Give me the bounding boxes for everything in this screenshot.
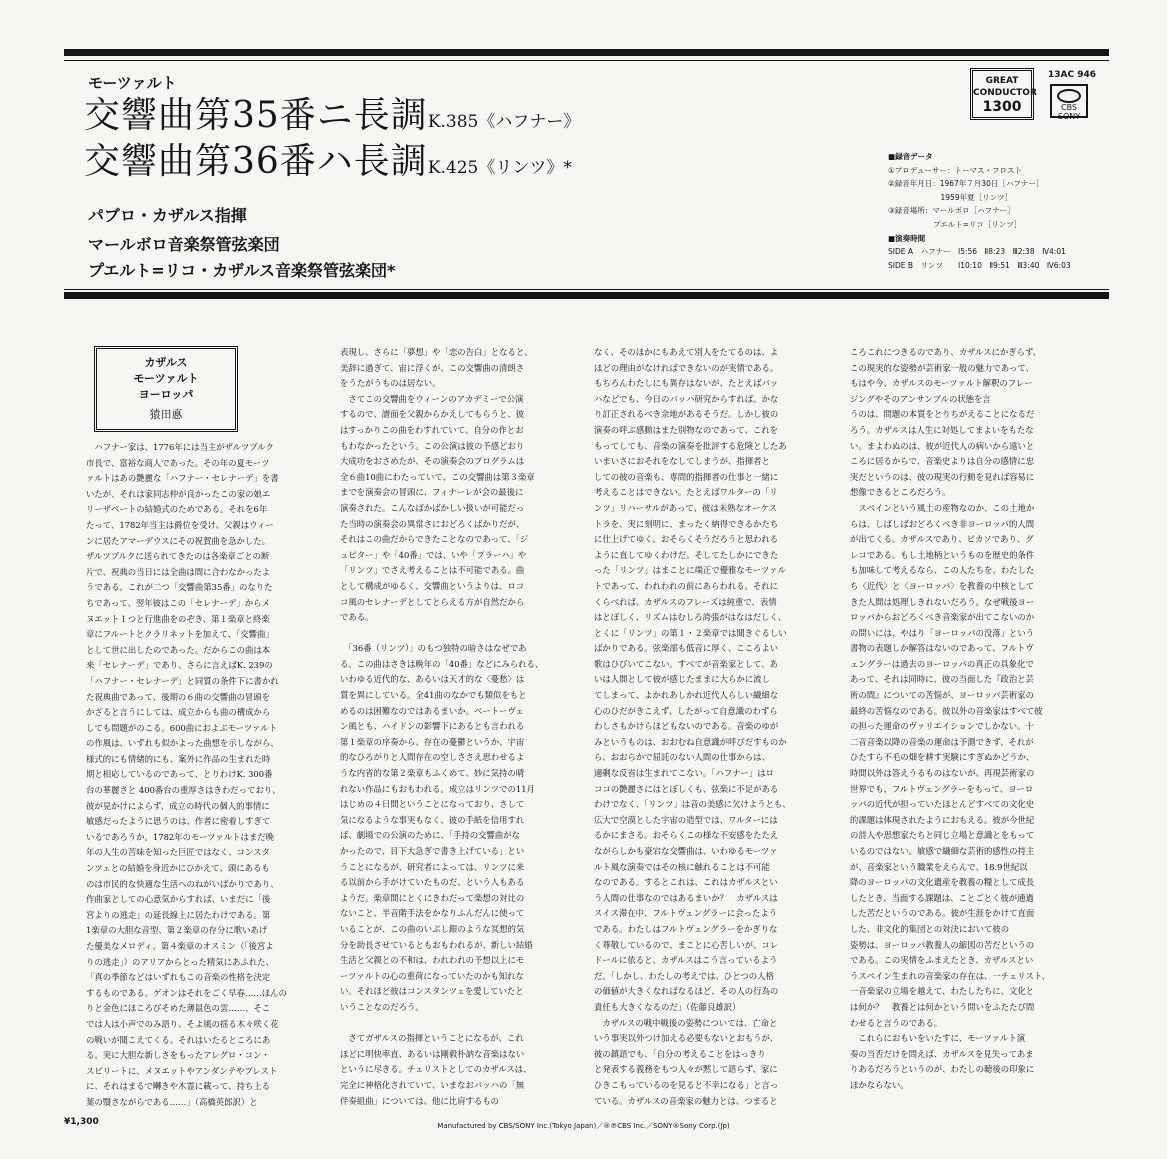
essay-line: スペインという風土の産物なのか、この土地か — [850, 502, 1035, 513]
essay-line: 書物の表題しか解答はないのであって、フルトヴ — [850, 643, 1034, 654]
essay-line: 敏感だったように思うのは、作者に密着しすぎて — [86, 816, 271, 827]
essay-line: 質を異にしている。全41曲のなかでも類似をもと — [340, 690, 527, 701]
essay-line: トラを、実に刻明に、まったく納得できるかたち — [594, 518, 779, 529]
essay-line: 実だというのは、彼の現実の行動を見れば容易に — [850, 471, 1035, 482]
essay-line: 第１楽章の序奏から、存在の憂鬱というか、宇宙 — [340, 736, 525, 747]
essay-line: ろう。カザルスは人生に対処してまよいをもたな — [850, 424, 1034, 435]
essay-line: 適剰な反省は生まれてこない。「ハフナー」はロ — [594, 768, 775, 779]
badge-line-1: GREAT — [985, 76, 1019, 86]
catalog-number: 13AC 946 — [1048, 70, 1097, 80]
essay-line: 歌はひびいてこない。すべてが音楽家として、あ — [594, 658, 778, 669]
essay-line: た祝典曲であって、後期の６曲の交響曲の冒頭を — [86, 691, 270, 702]
essay-line: みというものは、おおむね自意識が呼びだすものか — [594, 736, 787, 747]
essay-line: もちろんわたしにも異存はないが、たとえばバッ — [594, 378, 779, 389]
bottom-thick-rule — [64, 292, 1109, 299]
bottom-thin-rule — [64, 289, 1109, 290]
essay-line: として構成がゆるく、交響曲というよりは、ロコ — [340, 580, 525, 591]
essay-line: らは、しばしばおどろくべき非ヨーロッパ的人間 — [850, 518, 1035, 529]
conductor-credit: パブロ・カザルス指揮 — [88, 206, 247, 225]
essay-line: めるのは困難なのではあるまいか。ベートーヴェ — [340, 705, 524, 716]
essay-line: ンに居たアマーデウスにその祝賀曲を急かした。 — [86, 535, 270, 546]
recording-line: ①プロデューサー：トーマス・フロスト — [888, 165, 1022, 175]
essay-line: いう事実以外つけ加える必要もないとおもうが、 — [594, 1033, 779, 1044]
essay-line: もってしても、音楽の演奏を批評する危険としたあ — [594, 440, 787, 451]
composer-name: モーツァルト — [88, 74, 177, 92]
essay-line: わけでなく、「リンツ」は音の美感に欠けようとも、 — [594, 799, 791, 810]
essay-line: は何か？ 教養とは何かという問いをふたたび問 — [850, 1001, 1035, 1012]
essay-line: 1楽章の大胆な音型、第２楽章の存分に歌いあげ — [86, 925, 268, 936]
essay-line: これらにおもいをいたすに、モーツァルト演 — [850, 1033, 1026, 1044]
essay-line: ジングやそのアンサンブルの状態を言 — [850, 393, 991, 404]
essay-line: 「36番（リンツ）」のもつ独特の暗さはなぜであ — [340, 643, 527, 654]
essay-line: ころに居るからで、音楽史よりは自分の感情に忠 — [850, 456, 1034, 467]
essay-line: として世に出したのであった。だからこの曲は本 — [86, 644, 271, 655]
essay-line: さてガザルスの指揮ということになるが、これ — [340, 1033, 524, 1044]
essay-line: 奏の当否だけを問えば、カザルスを見失ってあま — [850, 1048, 1034, 1059]
essay-line: である。この実情をふまえたとき、カザルスとい — [850, 955, 1034, 966]
essay-line: 生活と父親との不和は、われわれの予想以上にモ — [340, 955, 525, 966]
essay-line: いたが、それは家同志仲が良かったこの家の娘エ — [86, 488, 271, 499]
essay-line: 演奏の呼ぶ感動はまた別物なのであって、これを — [594, 424, 778, 435]
essay-line: ように直してゆくわけだ。そしてたしかにできた — [594, 549, 779, 560]
essay-line: 姿勢は、ヨーロッパ教養人の縮図の苦だというの — [850, 939, 1035, 950]
essay-line: ようだ。楽章間にとくにきわだって楽想の対比の — [340, 892, 525, 903]
essay-line: いるのではない。敏感で繊細な芸術的感性の持主 — [850, 846, 1035, 856]
essay-line: 「リンツ」でさえ考えることは不可能である。曲 — [340, 565, 525, 576]
essay-line: スピリートに、メヌエットやアンダンテやプレスト — [86, 1065, 278, 1076]
essay-line: りあるだろうというのが、わたしの聴後の印象に — [850, 1064, 1035, 1075]
recording-line: ②録音年月日：1967年７月30日［ハフナー］ — [888, 179, 1044, 189]
essay-line: ひきこもっているのを見ると不幸になる」と言っ — [594, 1079, 779, 1090]
essay-line: った「リンツ」はまことに端正で優雅なモーツァル — [594, 565, 786, 576]
essay-title-line-1: カザルス — [144, 356, 188, 369]
essay-column-1 — [86, 440, 287, 1111]
essay-line: である。 — [340, 612, 374, 623]
essay-line: 最終の苦悩なのである。彼以外の音楽家はすべて彼 — [850, 705, 1043, 716]
essay-line: である。わたしはフルトヴェングラーをかぎりな — [594, 923, 778, 934]
essay-line: というに尽きる。チェリストとしてのカザルスは、 — [340, 1064, 532, 1075]
essay-line: 来「セレナーデ」であり、さらに言えばK. 239の — [86, 660, 273, 671]
essay-line: ヌエット１つと行進曲をのぞき、第１楽章と終楽 — [86, 613, 270, 624]
essay-line: 市長で、富裕な商人であった。その年の夏モーツ — [86, 457, 270, 468]
essay-line: リーザベートの結婚式のためである。それを6年 — [86, 504, 268, 515]
logo-bottom-text: SONY — [1057, 112, 1081, 121]
essay-line: ば、劇場での公演のために、「手持の交響曲がな — [340, 830, 521, 841]
essay-line: 責任も大きくなるのだ」（佐藤良雄訳） — [594, 1001, 741, 1012]
essay-line: うスペイン生まれの音楽家の存在は、一チェリスト、 — [850, 970, 1050, 981]
essay-line: 演奏された。こんなばかばかしい扱いが可能だっ — [340, 502, 525, 513]
essay-line: した、非文化的集団との対決において彼の — [850, 923, 1010, 934]
essay-line: い。まよわぬのは、彼が近代人の病いから遠いと — [850, 440, 1035, 451]
essay-line: 作曲家としての心意気からすれば、いまだに「後 — [86, 894, 271, 905]
essay-line: いまいさにおそれをなしてしまうが、指揮者と — [594, 456, 770, 467]
essay-line: 一音楽家の立場を越えて、わたしたちに、文化と — [850, 986, 1035, 997]
recording-line: プエルト=リコ［リンツ］ — [888, 219, 1022, 229]
essay-line: 広大で空漠とした宇宙の造型では、ワルターには — [594, 814, 778, 825]
essay-line: ている。カザルスの音楽家の魅力とは、つまると — [594, 1095, 778, 1106]
essay-line: それはこの曲だからできたことなのであって、「ジ — [340, 534, 529, 545]
essay-line: をうたがうものは居ない。 — [340, 378, 441, 389]
essay-line: の作風は、いずれも似かよった曲想を示しながら、 — [86, 738, 279, 749]
essay-line: では人は小声でのみ語り、そよ風の揺る木々咲く花 — [86, 1018, 279, 1029]
essay-line: 葉の翳さながらである……」（高橋英郎訳）と — [86, 1096, 258, 1107]
essay-line: ながらしかも豪宕な交響曲は、いわゆるモーツァ — [594, 846, 778, 856]
essay-line: 降のヨーロッパの文化遺産を教養の糧として成長 — [850, 877, 1035, 888]
essay-line: うことになるが、研究者によっては、リンツに来 — [340, 861, 525, 872]
essay-line: も加味して考えるなら、この人たちを、わたした — [850, 565, 1035, 576]
essay-line: が、音楽家という職業をえらんで、18.9世紀以 — [850, 861, 1028, 872]
essay-line: いることが、この曲のいぶし銀のような冥想的気 — [340, 923, 525, 934]
top-thick-rule — [64, 49, 1109, 56]
essay-line: とくに「リンツ」の第１・２楽章では聞きぐるしい — [594, 627, 787, 638]
essay-line: の問いには、やはり「ヨーロッパの没落」という — [850, 627, 1035, 638]
essay-line: 年の人生の苦味を知った巨匠ではなく、コンスタ — [86, 847, 270, 858]
recording-data — [888, 150, 1088, 272]
recording-line: ■録音データ — [888, 152, 933, 161]
essay-line: 全６曲10曲にわたっていて、この交響曲は第３楽章 — [340, 471, 535, 482]
work-2-title: 交響曲第36番ハ長調 — [84, 141, 428, 182]
essay-line: ほかならない。 — [850, 1079, 909, 1090]
great-conductor-badge — [970, 68, 1037, 120]
recording-line: ③録音場所：マールボロ［ハフナー］ — [888, 206, 1015, 216]
essay-line: 二音音楽以降の音楽の運命は予測できず、それが — [850, 736, 1034, 747]
essay-line: ドールに依ると、カザルスはこう言っているよう — [594, 955, 778, 966]
essay-line: 美辞に過ぎて、宙に浮くが、この交響曲の清朗さ — [340, 362, 525, 373]
essay-line: あって、それは同時に、彼の当面した『政治と芸 — [850, 674, 1034, 685]
essay-line: ェングラーは過去のヨーロッパの真正の具象化で — [850, 658, 1034, 669]
essay-line: ら、おおらかで屈託のない人間の仕事からは、 — [594, 752, 770, 763]
essay-line: ひたすら不毛の畑を耕す実験にすぎぬかどうか、 — [850, 752, 1035, 763]
essay-line: 心のひだがきこえず、したがって自意識のわずら — [594, 705, 778, 716]
recording-line: ■演奏時間 — [888, 233, 926, 243]
essay-line: コ風のセレナーデとしてとらえる方が自然だから — [340, 596, 525, 607]
essay-line: ァルトはあの艶麗な「ハフナー・セレナーデ」を書 — [86, 473, 279, 484]
essay-line: る。実に大胆な新しさをもったアレグロ・コン・ — [86, 1050, 270, 1061]
essay-line: ンツェとの結婚を身近かにひかえて、頭にあるも — [86, 863, 270, 874]
essay-line: 的なひろがりと人間存在の空しささえ思わせるよ — [340, 752, 525, 763]
work-1-title: 交響曲第35番ニ長調 — [84, 95, 428, 136]
essay-line: はすっかりこの曲をわすれていて、自分の作とお — [340, 424, 524, 435]
essay-line: うである。これが二つ「交響曲第35番」のなりた — [86, 582, 273, 593]
essay-line: わしさもかけらほどもないのである。音楽のゆが — [594, 721, 779, 732]
essay-line: したとき、当面する課題は、ことごとく彼が通過 — [850, 892, 1034, 903]
recording-line: 1959年夏［リンツ］ — [888, 192, 1013, 202]
essay-line: に仕上げてゆく。おそらくそうだろうと思われる — [594, 534, 779, 545]
essay-line: の戦いが聞こえてくる。それはいたるところにあ — [86, 1034, 271, 1045]
essay-line: た優美なメロディ、第４楽章のオスミン（「後宮よ — [86, 941, 274, 951]
work-2-catalog: K.425《リンツ》* — [427, 158, 572, 178]
essay-line: 完全に神格化されていて、いまなおバッハの「無 — [340, 1079, 525, 1090]
essay-line: の詩人や思想家たちと同じ立場と意識とをもって — [850, 830, 1035, 841]
essay-line: レコである。もし土地柄というものを歴史的条件 — [850, 549, 1035, 560]
badge-line-3: 1300 — [982, 99, 1022, 115]
essay-line: するものである。ゲオンはそれをごく早春……ほんの — [86, 987, 287, 998]
essay-line: 大成功をおさめたが、その演奏会のプログラムは — [340, 456, 525, 467]
essay-column-3 — [594, 345, 791, 1109]
essay-line: り訂正されるべき余地があるそうだ。しかし彼の — [594, 409, 779, 420]
essay-line: い。それほど彼はコンスタンツェを愛していたと — [340, 986, 524, 997]
essay-line: 的課題は体現されたようにおもえる。彼が今世紀 — [850, 814, 1035, 825]
essay-title-line-2: モーツァルト — [133, 372, 199, 385]
essay-line: はじめの４日間ということになっており、さして — [340, 799, 525, 810]
essay-line: いわゆる近代的な、あるいは天才的な〈憂愁〉は — [340, 674, 525, 685]
logo-top-text: CBS — [1060, 103, 1077, 112]
essay-line: ほどの理由がなければできないのが実情である。 — [594, 362, 779, 373]
essay-line: いるであろうか。1782年のモーツァルトはまだ晩 — [86, 831, 274, 842]
essay-line: 「真の季節などはいずれもこの音楽の性格を決定 — [86, 972, 271, 983]
essay-line: ロッパからおどろくべき音楽家が出てこないのか — [850, 612, 1035, 623]
essay-line: スイス滞在中、フルトヴェングラーに会ったよう — [594, 908, 778, 919]
essay-line: しての彼の音楽も、専問的指揮者の仕事と一緒に — [594, 471, 779, 482]
top-thin-rule — [64, 60, 1109, 61]
work-2-title-line — [84, 140, 572, 190]
manufacturer-footer: Manufactured by CBS/SONY Inc.(Tokyo Japan)／®℗CBS Inc.／SONY®Sony Corp.(Jp) — [437, 1122, 730, 1130]
essay-line: だ。「しかし、わたしの考えでは、ひとつの人格 — [594, 970, 774, 981]
essay-line: きた人間は処理しきれないだろう。なぜ戦後ヨー — [850, 596, 1035, 607]
recording-line: SIDE B リンツ Ⅰ10:10 Ⅱ9:51 Ⅲ3:40 Ⅳ6:03 — [888, 260, 1071, 270]
essay-line: 表現し、さらに「夢想」や「恋の告白」となると、 — [340, 347, 533, 357]
cbs-sony-logo — [1050, 84, 1088, 121]
essay-line: 想像できるところだろう。 — [850, 487, 951, 498]
essay-line: 伴奏組曲」については、他に比肩するもの — [340, 1095, 499, 1106]
essay-line: うな内省的な第２楽章もふくめて、妙に気持の晴 — [340, 768, 525, 779]
essay-line: た当時の演奏会の異常さにおどろくばかりだが、 — [340, 518, 525, 529]
essay-line: もはや今、カザルスのモーツァルト解釈のフレー — [850, 378, 1033, 389]
essay-line: 片で、祝典の当日には全曲は間に合わなかったよ — [86, 566, 271, 577]
essay-author: 猿田悳 — [149, 408, 183, 421]
essay-line: く尊敬しているので、まことに心苦しいが、コレ — [594, 939, 779, 950]
essay-line: するので、譜面を父親からかえしてもらうと、彼 — [340, 409, 525, 420]
essay-line: ハフナー家は、1776年には当主がザルツブルク — [86, 442, 274, 452]
essay-title-box — [94, 346, 238, 432]
essay-line: ルト風な演奏ではその核に触れることは不可能 — [594, 861, 770, 872]
essay-line: ココの艶麗さにはとぼしくも、弦楽に不足がある — [594, 783, 779, 794]
essay-line: はとぼしく、リズムはむしろ誇張がはなはだしく、 — [594, 612, 787, 623]
essay-line: ほどに明快率直、あるいは剛毅朴訥な音楽はない — [340, 1048, 525, 1059]
essay-line: ころこれにつきるのであり、カザルスにかぎらず、 — [850, 347, 1042, 357]
orchestra-2-credit: プエルト=リコ・カザルス音楽祭管弦楽団* — [88, 261, 396, 280]
essay-line: カザルスの戦中戦後の姿勢については、亡命と — [594, 1017, 778, 1028]
essay-line: れない作品にもおもわれる。成立はリンツでの11月 — [340, 783, 535, 794]
essay-line: ザルツブルクに送られてきたのは各楽章ごとの断 — [86, 551, 270, 562]
essay-line: しても問題がのこる。600曲におよぶモーツァルト — [86, 722, 278, 733]
essay-line: くらべれば、カザルスのフレーズは純重で、表情 — [594, 596, 777, 607]
essay-title-line-3: ヨーロッパ — [138, 388, 194, 401]
essay-line: の価値が大きくなればなるほど、その人の行為の — [594, 986, 779, 997]
recording-line: SIDE A ハフナー Ⅰ5:56 Ⅱ8:23 Ⅲ2:38 Ⅳ4:01 — [888, 247, 1066, 257]
essay-line: てしまって、よかれあしかれ近代人らしい繊細な — [594, 690, 779, 701]
essay-line: たって、1782年当主は爵位を受け、父親はウィー — [86, 519, 274, 530]
orchestra-1-credit: マールボロ音楽祭管弦楽団 — [88, 235, 280, 254]
essay-line: うのは、問題の本質をとりちがえることになるだ — [850, 409, 1035, 420]
essay-line: ばかりである。弦楽部も低音に厚く、こころよい — [594, 643, 779, 654]
essay-line: 「ハフナー・セレナーデ」と同質の条件下に書かれ — [86, 675, 279, 686]
essay-line: のは市民的な快適な生活へのねがいばかりであり、 — [86, 878, 279, 889]
essay-line: ちであって、翌年彼はこの「セレナーデ」からメ — [86, 597, 270, 608]
essay-line: トであって、われわれの前にあらわれる。それに — [594, 580, 778, 591]
essay-line: 術の間』についての苦悩が、ヨーロッパ芸術家の — [850, 690, 1034, 701]
work-1-title-line — [84, 94, 580, 144]
essay-line: りと金色にほころびそめた薄鼠色の雲……、そこ — [86, 1003, 271, 1014]
essay-line: した苦だというのである。彼が生涯をかけて直面 — [850, 908, 1035, 919]
essay-line: いうことなのだろう。 — [340, 1001, 424, 1012]
essay-line: なく、そのほかにもあえて別人をたてるのは、よ — [594, 347, 779, 357]
essay-line: かったので、目下大急ぎで書き上げている」とい — [340, 846, 525, 856]
essay-line: までを演奏会の冒頭に、フィナーレが会の最後に — [340, 487, 524, 498]
essay-line: なのである。するとこれは、これはカザルスとい — [594, 877, 778, 888]
essay-line: 彼の鎮語でも、「自分の考えることをはっきり — [594, 1048, 766, 1059]
essay-line: 様式的にも情緒的にも、案外に作品の生まれた時 — [86, 753, 271, 764]
essay-column-2 — [340, 345, 543, 1109]
essay-line: ないこと、半音階手法をかなりふんだんに使って — [340, 908, 525, 919]
essay-line: ン風とも、ハイドンの影響下にあるとも言われる — [340, 721, 525, 732]
cbs-eye-icon — [1057, 89, 1081, 103]
essay-line: ーツァルトの心の重荷になっていたのかも知れな — [340, 970, 524, 981]
essay-line: いは人間として彼が感じたままに大らかに流し — [594, 674, 770, 685]
essay-line: ンツ」リハーサルがあって、彼は未熟なオーケス — [594, 502, 777, 513]
work-1-catalog: K.385《ハフナー》 — [427, 112, 581, 132]
essay-line: う人間の仕事なのではあるまいか？ カザルスは — [594, 892, 778, 903]
essay-column-4 — [850, 345, 1050, 1094]
essay-line: もわなかったという。この公演は彼の予感どおり — [340, 440, 525, 451]
essay-line: 章にフルートとクラリネットを加えて、「交響曲」 — [86, 629, 274, 640]
essay-line: 期と相応しているのであって、とりわけK. 300番 — [86, 769, 273, 780]
essay-line: が出てくる。カザルスであり、ピカソであり、グ — [850, 534, 1034, 545]
essay-line: かざると言うにしては、成立からも曲の構成から — [86, 707, 271, 718]
essay-line: 彼が見かけによらず、成立の時代の個人的事情に — [86, 800, 270, 811]
essay-line: りの逃走」）のアリアからとった精気にあふれた、 — [86, 956, 274, 967]
essay-line: この現実的な姿勢が芸術家一般の魅力であって、 — [850, 362, 1034, 373]
essay-line — [340, 1016, 543, 1032]
essay-line: る以前から手がけていたものだ、という人もある — [340, 877, 525, 888]
essay-line: の担った運命のヴァリエイションでしかない。十 — [850, 721, 1034, 732]
essay-line: 宮よりの逃走」の延長線上に居たわけである。第 — [86, 909, 271, 920]
essay-line: ッパの近代が担っていたほとんどすべての文化史 — [850, 799, 1035, 810]
essay-line: 分を助長させているともおもわれるが、新しい結婚 — [340, 939, 533, 950]
essay-line — [340, 626, 543, 642]
essay-line: 台の華麗さと 400番台の重厚さはきわだっており、 — [86, 785, 281, 796]
essay-line: ハなどでも、今日のバッハ研究からすれば、かな — [594, 393, 779, 404]
essay-line: 気になるような事実もなく、彼の手紙を信用すれ — [340, 814, 525, 825]
essay-line: るかにまさる。おそらくこの様な不安感をたたえ — [594, 830, 779, 841]
essay-line: ち〈近代〉と〈ヨーロッパ〉を教養の中核として — [850, 580, 1035, 591]
essay-line: さてこの交響曲をウィーンのアカデミーで公演 — [340, 393, 524, 404]
essay-line: 時間以外は答えうるものはないが、再現芸術家の — [850, 768, 1035, 779]
essay-line: 考えることはできない。たとえばワルターの「リ — [594, 487, 778, 498]
badge-line-2: CONDUCTOR — [973, 88, 1037, 98]
price: ¥1,300 — [64, 1117, 99, 1127]
essay-line: と発表する義務をもつ人々が黙して語らず、家に — [594, 1064, 778, 1075]
essay-line: る。この曲はさきは晩年の「40番」などにみられる、 — [340, 658, 544, 669]
essay-line: 世界でも、フルトヴェングラーをもって、ヨーロ — [850, 783, 1034, 794]
essay-line: に、それはまるで囀きや木霊に載って、持ち上る — [86, 1081, 270, 1092]
essay-line: わせると言うのである。 — [850, 1017, 943, 1028]
essay-line: ュピター」や「40番」では、いや「プラーハ」や — [340, 549, 527, 560]
